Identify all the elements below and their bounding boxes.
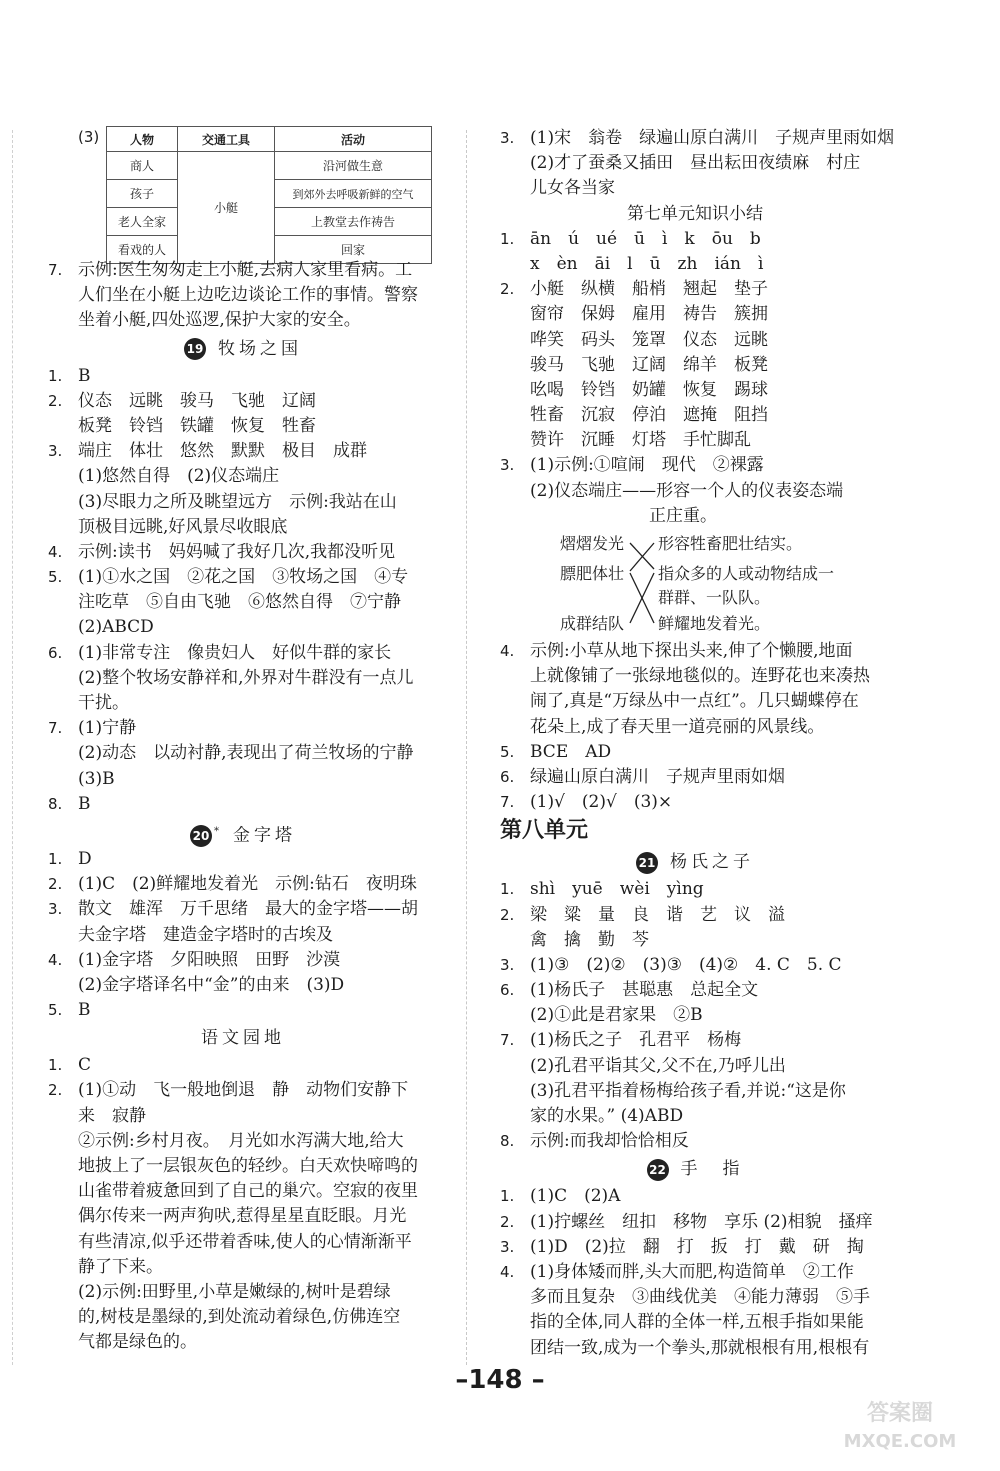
- answer-text: (1)①动 飞一般地倒退 静 动物们安静下: [78, 1080, 409, 1101]
- answer-text: 牲畜 沉寂 停泊 遮掩 阻挡: [530, 405, 768, 426]
- answer-text: (2)示例:田野里,小草是嫩绿的,树叶是碧绿: [78, 1281, 391, 1302]
- question-number: 8.: [500, 1132, 515, 1151]
- watermark-logo: [820, 1400, 980, 1460]
- answer-line: [48, 540, 438, 565]
- watermark-text: 答案圈: [866, 1401, 933, 1426]
- answer-text: 夫金字塔 建造金字塔时的古埃及: [78, 924, 333, 945]
- question-number: 4.: [48, 542, 63, 561]
- table-block: [48, 118, 438, 258]
- answer-text: (1)拧螺丝 纽扣 移物 享乐 (2)相貌 搔痒: [530, 1211, 873, 1232]
- answer-line: [500, 504, 890, 529]
- answer-text: (2)孔君平诣其父,父不在,乃呼儿出: [530, 1055, 786, 1076]
- summary-title: 第七单元知识小结: [627, 203, 763, 224]
- match-left-item: 成群结队: [560, 614, 625, 633]
- table-header-cell: 活动: [275, 127, 432, 152]
- answer-line: [500, 1028, 890, 1053]
- question-number: 3.: [500, 456, 515, 475]
- answer-text: (2)①此是君家果 ②B: [530, 1005, 703, 1026]
- answer-text: (3)B: [78, 768, 115, 789]
- answer-line: [500, 403, 890, 428]
- section-title: 金字塔: [233, 825, 296, 846]
- answer-list: [500, 227, 890, 529]
- answer-text: (2)动态 以动衬静,表现出了荷兰牧场的宁静: [78, 743, 414, 764]
- answer-text: 窗帘 保姆 雇用 祷告 簇拥: [530, 304, 768, 325]
- answer-text: (1)D (2)拉 翻 打 扳 打 戴 研 掏: [530, 1236, 864, 1257]
- answer-line: [48, 666, 438, 691]
- answer-line: [500, 953, 890, 978]
- answer-text: 注吃草 ⑤自由飞驰 ⑥悠然自得 ⑦宁静: [78, 592, 401, 613]
- answer-text: x èn āi l ū zh ián ì: [530, 253, 764, 274]
- match-right-item: 指众多的人或动物结成一: [658, 564, 835, 583]
- watermark-url: MXQE.COM: [843, 1431, 957, 1452]
- answer-text: 偶尔传来一两声狗吠,惹得星星直眨眼。月光: [78, 1206, 407, 1227]
- answer-list: [500, 639, 890, 815]
- question-number: 1.: [500, 229, 515, 248]
- answer-text: B: [78, 1000, 91, 1021]
- question-number: 4.: [500, 642, 515, 660]
- answer-line: [48, 897, 438, 922]
- column-divider: [466, 130, 467, 1365]
- lesson-number-badge: 20: [190, 825, 212, 847]
- question-number: 2.: [48, 875, 63, 894]
- answer-line: [48, 490, 438, 515]
- question-number: 5.: [48, 1001, 63, 1020]
- answer-text: (1)杨氏之子 孔君平 杨梅: [530, 1030, 742, 1051]
- answer-text: 哗笑 码头 笼罩 仪态 远眺: [530, 329, 768, 350]
- answer-line: [48, 1255, 438, 1280]
- answer-text: 上就像铺了一张绿地毯似的。连野花也来凑热: [530, 666, 870, 687]
- question-number: 3.: [500, 1237, 515, 1256]
- answer-line: [48, 973, 438, 998]
- unit-title: 第八单元: [500, 818, 589, 844]
- answer-line: [500, 1104, 890, 1129]
- answer-text: ②示例:乡村月夜。 月光如水泻满大地,给大: [78, 1130, 404, 1151]
- question-number: 2.: [500, 1212, 515, 1231]
- answer-list: [500, 126, 895, 202]
- answer-line: [500, 903, 890, 928]
- section-title: 手 指: [680, 1159, 744, 1180]
- answer-text: (3)尽眼力之所及眺望远方 示例:我站在山: [78, 491, 397, 512]
- answer-line: [500, 227, 890, 252]
- answer-text: 示例:小草从地下探出头来,伸了个懒腰,地面: [530, 641, 853, 661]
- match-right-item: 形容牲畜肥壮结实。: [658, 534, 803, 553]
- answer-text: (1)①水之国 ②花之国 ③牧场之国 ④专: [78, 567, 409, 588]
- answer-line: [48, 258, 438, 283]
- answer-text: (1)杨氏子 甚聪惠 总起全文: [530, 980, 759, 1001]
- table-cell: 回家: [275, 236, 432, 264]
- answer-line: [48, 1179, 438, 1204]
- answer-line: [500, 1210, 890, 1235]
- question-number: 5.: [48, 568, 63, 587]
- table-cell: 沿河做生意: [275, 152, 432, 180]
- question-number: 5.: [500, 742, 515, 761]
- summary-heading: [500, 202, 890, 227]
- question-number: 4.: [500, 1262, 515, 1281]
- answer-text: (2)整个牧场安静祥和,外界对牛群没有一点儿: [78, 667, 414, 688]
- answer-text: 花朵上,成了春天里一道亮丽的风景线。: [530, 716, 825, 737]
- answer-text: C: [78, 1055, 92, 1076]
- answer-line: [48, 414, 438, 439]
- question-number: 6.: [500, 767, 515, 786]
- answer-text: (1)C (2)鲜耀地发着光 示例:钻石 夜明珠: [78, 874, 417, 895]
- answer-text: 有些清凉,似乎还带着香味,使人的心情渐渐平: [78, 1231, 412, 1252]
- answer-text: 骏马 飞驰 辽阔 绵羊 板凳: [530, 354, 768, 375]
- answer-text: 仪态 远眺 骏马 飞驰 辽阔: [78, 390, 316, 411]
- table-cell: 到郊外去呼吸新鲜的空气: [275, 180, 432, 208]
- answer-line: [48, 1104, 438, 1129]
- answer-text: 坐着小艇,四处巡逻,保护大家的安全。: [78, 310, 361, 331]
- lesson-number-badge: 21: [636, 852, 658, 874]
- question-number: 3.: [500, 955, 515, 974]
- right-column: [500, 126, 895, 1361]
- question-number: 1.: [48, 1056, 63, 1075]
- answer-text: 的,树枝是墨绿的,到处流动着绿色,仿佛连空: [78, 1307, 401, 1328]
- answer-line: [500, 353, 890, 378]
- answer-text: (2)ABCD: [78, 617, 154, 638]
- question-number: 2.: [48, 1081, 63, 1100]
- section-heading-21: [500, 847, 890, 877]
- answer-line: [500, 639, 890, 664]
- answer-text: (1)③ (2)② (3)③ (4)② 4. C 5. C: [530, 954, 842, 975]
- answer-line: [500, 1310, 890, 1335]
- answer-text: 示例:读书 妈妈喊了我好几次,我都没听见: [78, 541, 396, 562]
- answer-line: [500, 453, 890, 478]
- answer-line: [48, 767, 438, 792]
- table-cell: 上教堂去作祷告: [275, 208, 432, 236]
- section-title: 语文园地: [201, 1028, 285, 1049]
- table-cell-shared: 小艇: [178, 152, 275, 264]
- answer-line: [48, 464, 438, 489]
- answer-text: 端庄 体壮 悠然 默默 极目 成群: [78, 441, 367, 462]
- answer-text: 顶极目远眺,好风景尽收眼底: [78, 516, 288, 537]
- answer-line: [500, 126, 895, 151]
- table-cell: 老人全家: [107, 208, 178, 236]
- question-number: 1.: [500, 1187, 515, 1206]
- answer-text: (2)金字塔译名中“金”的由来 (3)D: [78, 974, 345, 995]
- answer-line: [500, 176, 890, 201]
- answer-text: 绿遍山原白满川 子规声里雨如烟: [530, 766, 785, 787]
- answer-text: (1)宋 翁卷 绿遍山原白满川 子规声里雨如烟: [530, 128, 895, 148]
- answer-line: [500, 740, 890, 765]
- section-heading-20: [48, 817, 438, 847]
- answer-line: [48, 1230, 438, 1255]
- answer-line: [48, 565, 438, 590]
- transport-table: [106, 126, 432, 264]
- answer-line: [48, 641, 438, 666]
- answer-text: BCE AD: [530, 741, 612, 762]
- left-column: [48, 118, 438, 1356]
- answer-line: [500, 790, 890, 815]
- answer-line: [500, 689, 890, 714]
- answer-line: [48, 590, 438, 615]
- question-number: 2.: [48, 391, 63, 410]
- answer-text: (1)金字塔 夕阳映照 田野 沙漠: [78, 949, 341, 970]
- answer-text: (2)仪态端庄——形容一个人的仪表姿态端: [530, 480, 844, 501]
- match-left-item: 膘肥体壮: [560, 564, 625, 583]
- question-number: 4.: [48, 950, 63, 969]
- answer-list: [48, 847, 438, 1023]
- answer-text: (1)身体矮而胖,头大而肥,构造简单 ②工作: [530, 1261, 854, 1282]
- answer-line: [500, 928, 890, 953]
- table-cell: 商人: [107, 152, 178, 180]
- answer-text: 气都是绿色的。: [78, 1332, 197, 1353]
- section-heading-19: [48, 334, 438, 364]
- table-header-row: [107, 127, 432, 152]
- question-number: 7.: [48, 719, 63, 738]
- answer-text: 静了下来。: [78, 1256, 163, 1277]
- answer-line: [500, 378, 890, 403]
- table-label: (3): [78, 128, 100, 146]
- lesson-number-badge: 19: [184, 338, 206, 360]
- table-header-cell: 交通工具: [178, 127, 275, 152]
- answer-line: [500, 302, 890, 327]
- answer-line: [500, 328, 890, 353]
- answer-line: [48, 792, 438, 817]
- answer-text: 家的水果。” (4)ABD: [530, 1106, 684, 1126]
- answer-line: [500, 1003, 890, 1028]
- answer-text: 地披上了一层银灰色的轻纱。白天欢快啼鸣的: [78, 1156, 418, 1176]
- question-number: 7.: [500, 793, 515, 812]
- answer-line: [48, 1053, 438, 1078]
- answer-line: [500, 765, 890, 790]
- answer-line: [48, 691, 438, 716]
- answer-line: [500, 1336, 890, 1361]
- table-header-cell: 人物: [107, 127, 178, 152]
- answer-text: 山雀带着疲惫回到了自己的巢穴。空寂的夜里: [78, 1181, 418, 1202]
- answer-line: [48, 308, 438, 333]
- section-heading-22: [500, 1154, 890, 1184]
- answer-line: [500, 277, 890, 302]
- table-cell: 看戏的人: [107, 236, 178, 264]
- answer-line: [48, 872, 438, 897]
- answer-line: [48, 1204, 438, 1229]
- answer-line: [500, 1285, 890, 1310]
- answer-line: [500, 877, 890, 902]
- answer-text: (1)示例:①喧闹 现代 ②裸露: [530, 455, 764, 476]
- answer-line: [48, 847, 438, 872]
- answer-text: 禽 擒 勤 芩: [530, 929, 649, 950]
- answer-text: 来 寂静: [78, 1105, 146, 1126]
- answer-text: B: [78, 365, 91, 386]
- match-right-item: 鲜耀地发着光。: [658, 614, 771, 633]
- answer-list: [500, 1184, 890, 1360]
- answer-line: [500, 664, 890, 689]
- answer-text: 示例:而我却恰恰相反: [530, 1131, 689, 1152]
- answer-text: ān ú ué ū ì k ōu b: [530, 228, 761, 249]
- answer-text: 干扰。: [78, 693, 129, 713]
- table-row: [107, 152, 432, 180]
- answer-text: shì yuē wèi yìng: [530, 879, 704, 900]
- answer-text: D: [78, 848, 92, 869]
- answer-line: [48, 923, 438, 948]
- question-number: 1.: [48, 366, 63, 385]
- lesson-number-badge: 22: [647, 1159, 669, 1181]
- answer-text: 示例:医生匆匆走上小艇,去病人家里看病。工: [78, 260, 413, 280]
- answer-line: [48, 1280, 438, 1305]
- answer-line: [48, 283, 438, 308]
- answer-line: [48, 1129, 438, 1154]
- answer-text: 散文 雄浑 万千思绪 最大的金字塔——胡: [78, 899, 418, 920]
- answer-line: [48, 948, 438, 973]
- answer-line: [48, 1154, 438, 1179]
- answer-line: [500, 1079, 890, 1104]
- answer-text: (1)悠然自得 (2)仪态端庄: [78, 466, 280, 487]
- answer-line: [500, 151, 890, 176]
- question-number: 7.: [48, 261, 63, 279]
- answer-line: [500, 1260, 890, 1285]
- margin-dash: [12, 130, 13, 1365]
- answer-line: [48, 998, 438, 1023]
- question-number: 3.: [48, 442, 63, 461]
- answer-line: [48, 716, 438, 741]
- page-number: –148 –: [455, 1365, 545, 1395]
- question-number: 3.: [500, 129, 515, 147]
- answer-line: [48, 364, 438, 389]
- answer-text: 板凳 铃铛 铁罐 恢复 牲畜: [78, 415, 316, 436]
- question-number: 1.: [48, 849, 63, 868]
- match-left-item: 熠熠发光: [560, 534, 625, 553]
- section-heading-garden: [48, 1023, 438, 1053]
- answer-line: [500, 479, 890, 504]
- question-number: 1.: [500, 880, 515, 899]
- answer-line: [500, 252, 890, 277]
- section-title: 杨氏之子: [670, 852, 754, 873]
- answer-line: [500, 978, 890, 1003]
- table-cell: 孩子: [107, 180, 178, 208]
- answer-text: 正庄重。: [530, 505, 717, 526]
- question-number: 6.: [48, 643, 63, 662]
- answer-text: 吆喝 铃铛 奶罐 恢复 踢球: [530, 379, 768, 400]
- answer-text: 人们坐在小艇上边吃边谈论工作的事情。警察: [78, 285, 418, 306]
- answer-line: [500, 1054, 890, 1079]
- answer-text: 梁 粱 量 良 谐 艺 议 溢: [530, 904, 785, 925]
- answer-text: (1)非常专注 像贵妇人 好似牛群的家长: [78, 642, 392, 663]
- answer-line: [500, 715, 890, 740]
- answer-text: 指的全体,同人群的全体一样,五根手指如果能: [530, 1312, 864, 1333]
- answer-line: [500, 1184, 890, 1209]
- answer-text: 儿女各当家: [530, 178, 615, 199]
- matching-exercise: [500, 529, 890, 639]
- answer-line: [48, 515, 438, 540]
- optional-mark: *: [214, 825, 223, 837]
- answer-line: [48, 1078, 438, 1103]
- answer-text: 小艇 纵横 船梢 翘起 垫子: [530, 279, 768, 300]
- answer-line: [48, 439, 438, 464]
- answer-line: [500, 428, 890, 453]
- question-number: 6.: [500, 981, 515, 1000]
- answer-text: (1)√ (2)√ (3)×: [530, 792, 673, 813]
- section-title: 牧场之国: [218, 338, 302, 359]
- answer-text: 多而且复杂 ③曲线优美 ④能力薄弱 ⑤手: [530, 1287, 870, 1308]
- answer-text: 赞许 沉睡 灯塔 手忙脚乱: [530, 430, 751, 451]
- answer-line: [48, 1305, 438, 1330]
- match-right-item: 群群、一队队。: [658, 588, 771, 607]
- answer-line: [500, 1235, 890, 1260]
- answer-list: [48, 1053, 438, 1355]
- answer-text: (2)才了蚕桑又插田 昼出耘田夜绩麻 村庄: [530, 153, 861, 174]
- answer-line: [48, 741, 438, 766]
- answer-text: (3)孔君平指着杨梅给孩子看,并说:“这是你: [530, 1080, 846, 1101]
- answer-list: [500, 877, 890, 1154]
- answer-line: [48, 1330, 438, 1355]
- answer-text: (1)C (2)A: [530, 1186, 621, 1207]
- answer-line: [500, 1129, 890, 1154]
- question-number: 7.: [500, 1031, 515, 1050]
- answer-line: [48, 389, 438, 414]
- question-number: 2.: [500, 905, 515, 924]
- answer-text: 闹了,真是“万绿丛中一点红”。几只蝴蝶停在: [530, 691, 859, 712]
- question-number: 8.: [48, 794, 63, 813]
- answer-text: B: [78, 793, 91, 814]
- question-number: 3.: [48, 900, 63, 919]
- answer-list: [48, 364, 438, 817]
- answer-text: 团结一致,成为一个拳头,那就根根有用,根根有: [530, 1337, 870, 1358]
- question-number: 2.: [500, 280, 515, 299]
- answer-text: (1)宁静: [78, 718, 137, 739]
- answer-line: [48, 615, 438, 640]
